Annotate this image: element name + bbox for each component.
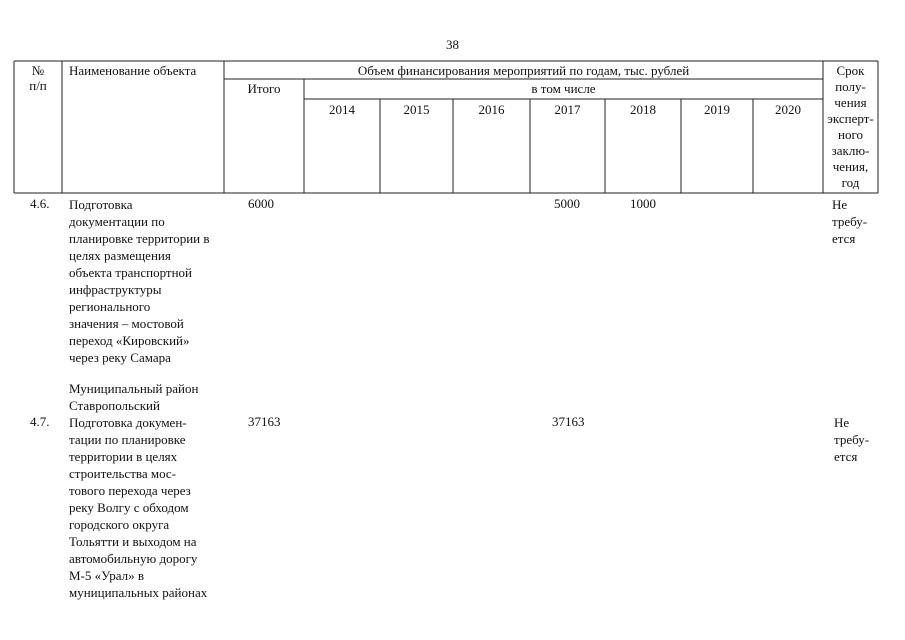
- row-object-name: [69, 414, 207, 601]
- name-line: планировке территории в: [69, 231, 210, 246]
- name-line: муниципальных районах: [69, 585, 208, 600]
- name-line: инфраструктуры: [69, 282, 162, 297]
- name-line: через реку Самара: [69, 350, 171, 365]
- name-line: реку Волгу с обходом: [69, 500, 189, 515]
- row-total: 37163: [248, 414, 281, 429]
- row-year-2017: 37163: [552, 414, 585, 429]
- header-including: в том числе: [531, 81, 596, 96]
- header-year: 2018: [630, 102, 656, 117]
- header-deadline-line: заклю-: [831, 143, 870, 158]
- name-line: значения – мостовой: [69, 316, 184, 331]
- name-line: Подготовка: [69, 197, 133, 212]
- name-line: регионального: [69, 299, 151, 314]
- header-deadline-line: ного: [838, 127, 863, 142]
- row-object-name: [69, 196, 210, 366]
- name-line: М-5 «Урал» в: [69, 568, 144, 583]
- header-year: 2016: [478, 102, 505, 117]
- header-number-symbol: №: [31, 63, 45, 78]
- header-deadline-line: эксперт-: [827, 111, 874, 126]
- name-line: целях размещения: [69, 248, 171, 263]
- name-line: городского округа: [69, 517, 170, 532]
- deadline-line: требу-: [832, 214, 868, 229]
- header-year: 2017: [554, 102, 581, 117]
- row-deadline: [834, 414, 869, 465]
- header-deadline: [823, 63, 878, 191]
- row-number: 4.6.: [30, 196, 50, 211]
- header-year: 2014: [329, 102, 355, 117]
- header-year: 2019: [704, 102, 730, 117]
- deadline-line: Не: [832, 197, 848, 212]
- name-line: Тольятти и выходом на: [69, 534, 197, 549]
- row-year-2018: 1000: [630, 196, 656, 211]
- header-deadline-line: полу-: [835, 79, 866, 94]
- name-line: Подготовка докумен-: [69, 415, 187, 430]
- header-deadline-line: чения: [834, 95, 867, 110]
- row-number: 4.7.: [30, 414, 50, 429]
- header-object-name: Наименование объекта: [69, 63, 197, 78]
- name-line: тации по планировке: [69, 432, 186, 447]
- section-line: Ставропольский: [69, 398, 160, 413]
- deadline-line: ется: [832, 231, 856, 246]
- header-deadline-line: чения,: [832, 159, 869, 174]
- header-deadline-line: год: [841, 175, 860, 190]
- header-year: 2015: [403, 102, 430, 117]
- section-line: Муниципальный район: [69, 381, 199, 396]
- deadline-line: требу-: [834, 432, 870, 447]
- row-deadline: [832, 196, 867, 247]
- deadline-line: ется: [834, 449, 858, 464]
- name-line: документации по: [69, 214, 165, 229]
- name-line: тового перехода через: [69, 483, 191, 498]
- header-deadline-line: Срок: [836, 63, 865, 78]
- name-line: переход «Кировский»: [69, 333, 190, 348]
- name-line: территории в целях: [69, 449, 178, 464]
- header-year: 2020: [775, 102, 801, 117]
- page-number: 38: [446, 37, 459, 52]
- header-funding: Объем финансирования мероприятий по годам, тыс. рублей: [357, 63, 690, 78]
- row-year-2017: 5000: [554, 196, 580, 211]
- header-total: Итого: [247, 81, 281, 96]
- name-line: объекта транспортной: [69, 265, 193, 280]
- name-line: автомобильную дорогу: [69, 551, 198, 566]
- section-heading: [69, 380, 198, 414]
- header-number: [14, 63, 62, 93]
- header-number-abbrev: п/п: [29, 78, 47, 93]
- deadline-line: Не: [834, 415, 850, 430]
- name-line: строительства мос-: [69, 466, 177, 481]
- row-total: 6000: [248, 196, 274, 211]
